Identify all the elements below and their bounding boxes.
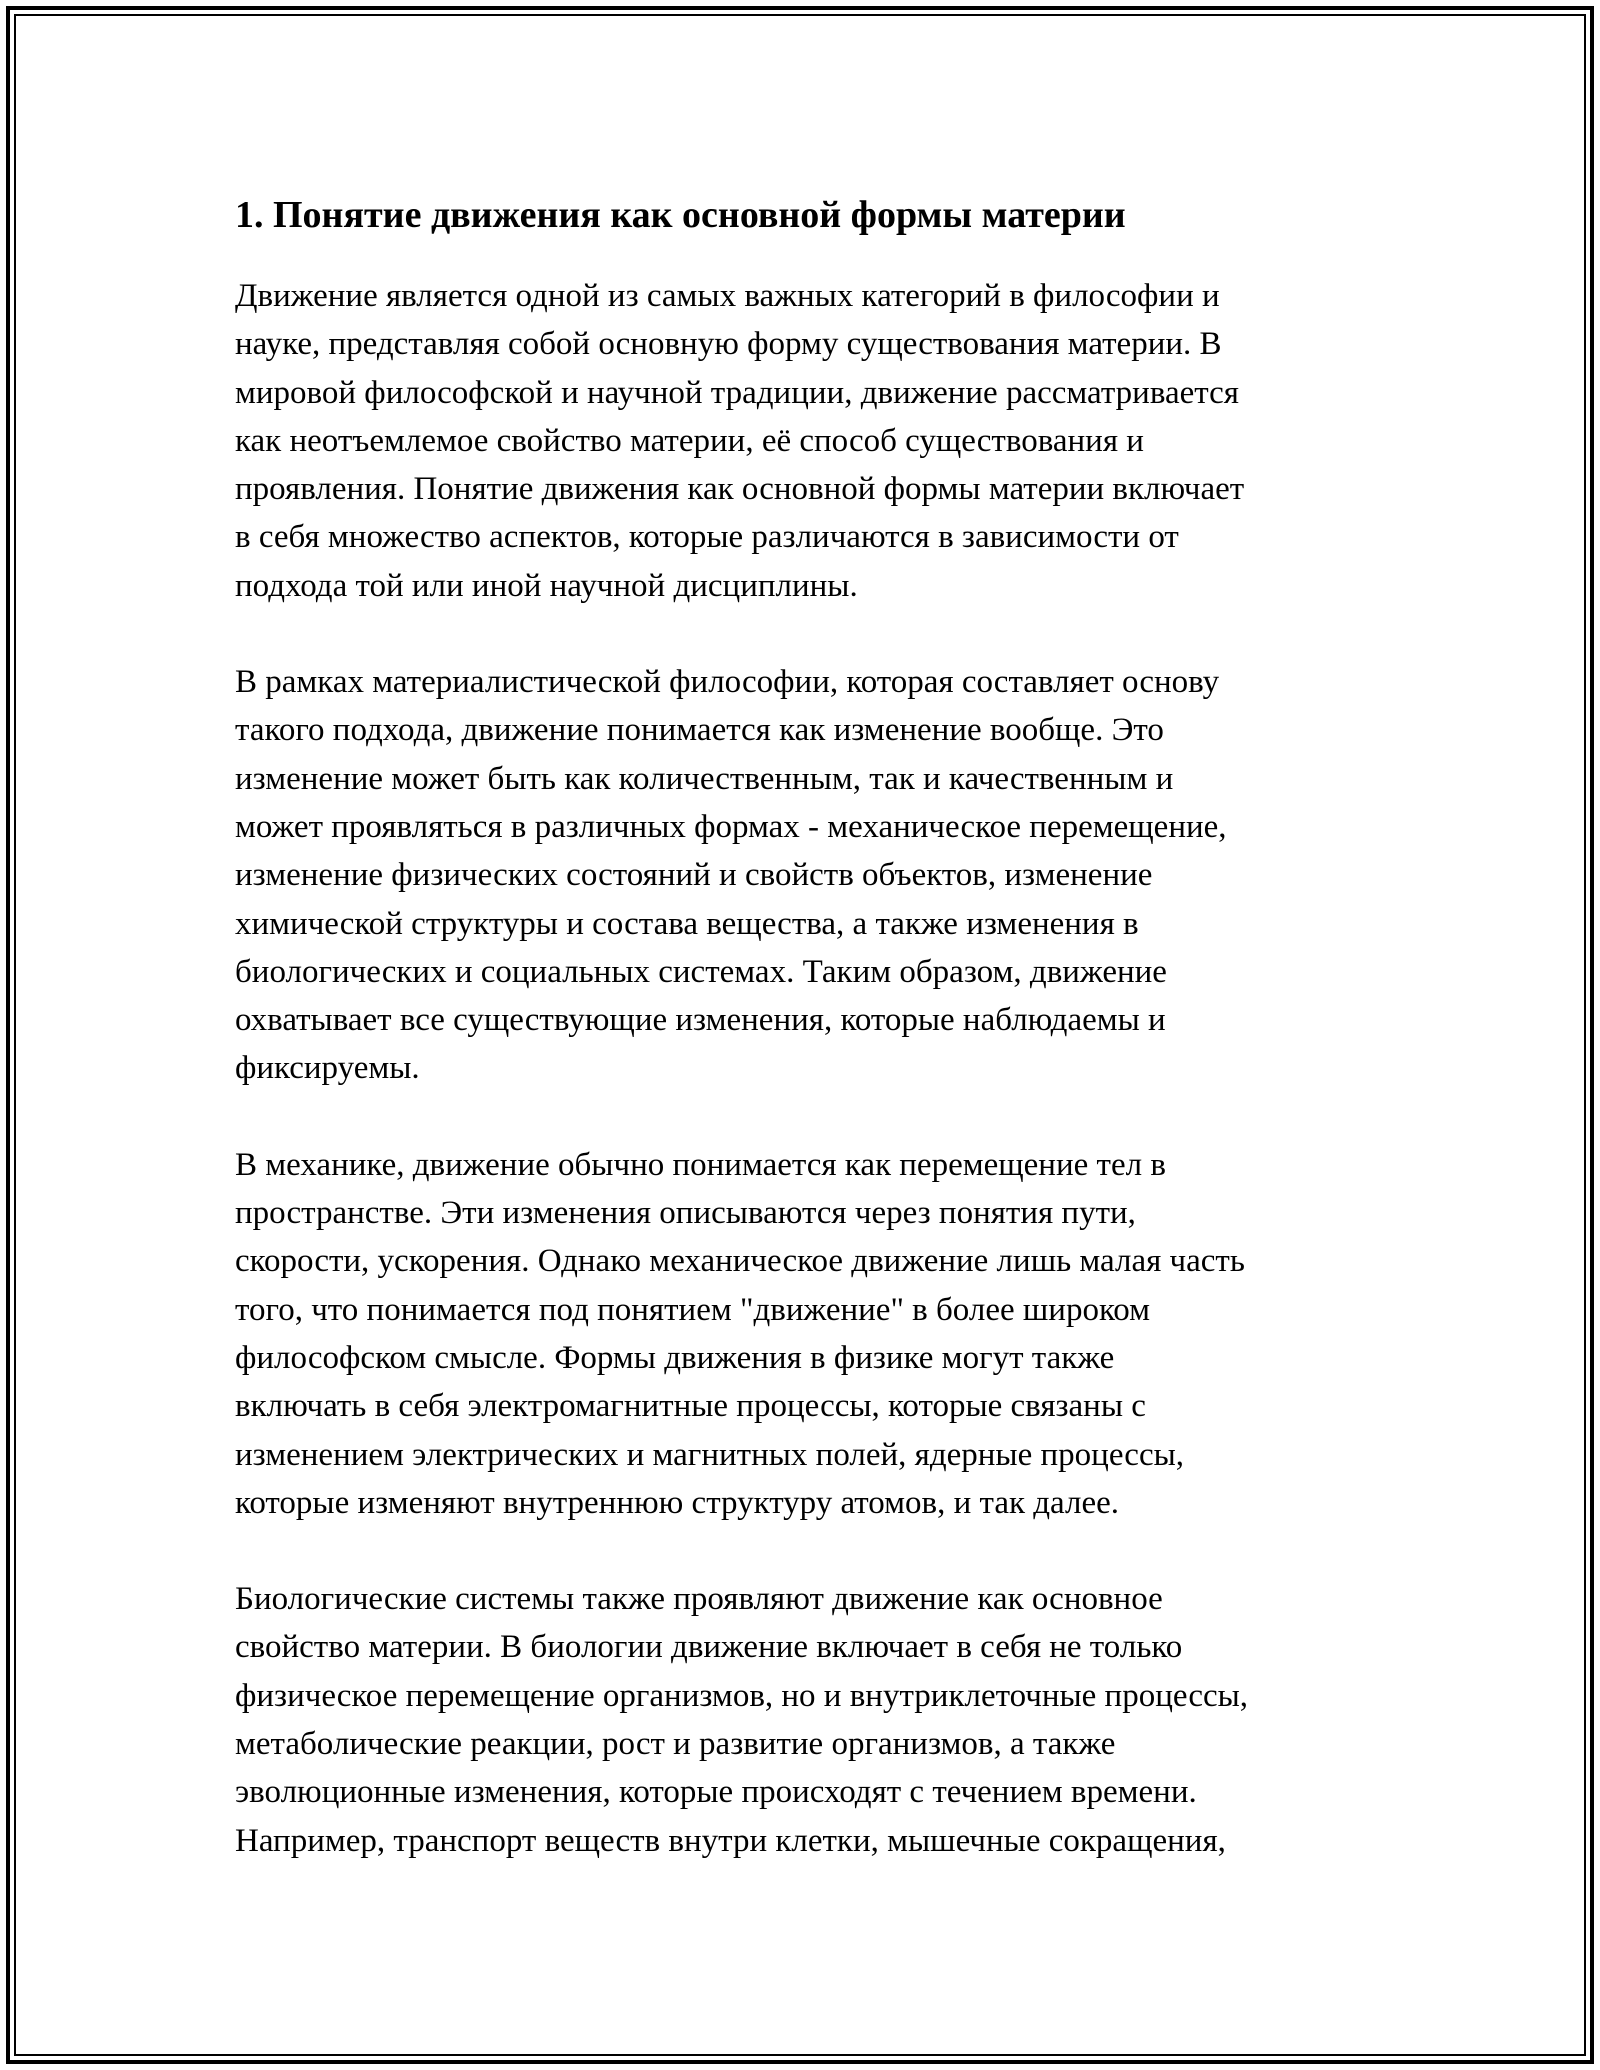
text-line: в себя множество аспектов, которые различаются в зависимости от: [235, 519, 1179, 556]
text-line: скорости, ускорения. Однако механическое движение лишь малая часть: [235, 1243, 1245, 1280]
text-line: изменение может быть как количественным, так и качественным и: [235, 760, 1174, 797]
text-line: такого подхода, движение понимается как изменение вообще. Это: [235, 712, 1164, 749]
text-line: охватывает все существующие изменения, которые наблюдаемы и: [235, 1002, 1166, 1039]
text-line: физическое перемещение организмов, но и внутриклеточные процессы,: [235, 1677, 1249, 1714]
text-line: изменение физических состояний и свойств объектов, изменение: [235, 857, 1153, 894]
text-line: эволюционные изменения, которые происходят с течением времени.: [235, 1774, 1197, 1811]
text-line: фиксируемы.: [235, 1050, 420, 1087]
text-line: проявления. Понятие движения как основной формы материи включает: [235, 471, 1245, 508]
section-heading: 1. Понятие движения как основной формы материи: [235, 194, 1126, 236]
text-line: включать в себя электромагнитные процессы, которые связаны с: [235, 1388, 1146, 1425]
text-line: изменением электрических и магнитных полей, ядерные процессы,: [235, 1436, 1185, 1473]
text-line: Движение является одной из самых важных категорий в философии и: [235, 278, 1220, 314]
paragraph-1: [235, 272, 1370, 610]
paragraph-2: [235, 658, 1370, 1093]
text-line: В рамках материалистической философии, которая составляет основу: [235, 664, 1220, 701]
text-line: философском смысле. Формы движения в физике могут также: [235, 1339, 1115, 1376]
text-line: свойство материи. В биологии движение включает в себя не только: [235, 1629, 1183, 1666]
text-line: биологических и социальных системах. Таким образом, движение: [235, 953, 1167, 990]
document-body: [235, 180, 1370, 1913]
text-line: науке, представляя собой основную форму существования материи. В: [235, 326, 1222, 363]
text-line: Например, транспорт веществ внутри клетки, мышечные сокращения,: [235, 1822, 1226, 1859]
text-line: мировой философской и научной традиции, движение рассматривается: [235, 374, 1239, 411]
text-line: может проявляться в различных формах - механическое перемещение,: [235, 808, 1227, 845]
text-line: В механике, движение обычно понимается как перемещение тел в: [235, 1146, 1166, 1183]
text-line: метаболические реакции, рост и развитие организмов, а также: [235, 1726, 1116, 1763]
text-line: того, что понимается под понятием "движение" в более широком: [235, 1291, 1151, 1328]
text-line: как неотъемлемое свойство материи, её способ существования и: [235, 422, 1144, 459]
text-line: Биологические системы также проявляют движение как основное: [235, 1581, 1163, 1618]
text-line: химической структуры и состава вещества, а также изменения в: [235, 905, 1139, 942]
text-line: пространстве. Эти изменения описываются через понятия пути,: [235, 1195, 1136, 1232]
text-line: подхода той или иной научной дисциплины.: [235, 567, 858, 604]
text-line: которые изменяют внутреннюю структуру атомов, и так далее.: [235, 1484, 1120, 1521]
paragraph-4: [235, 1575, 1370, 1865]
paragraph-3: [235, 1141, 1370, 1527]
